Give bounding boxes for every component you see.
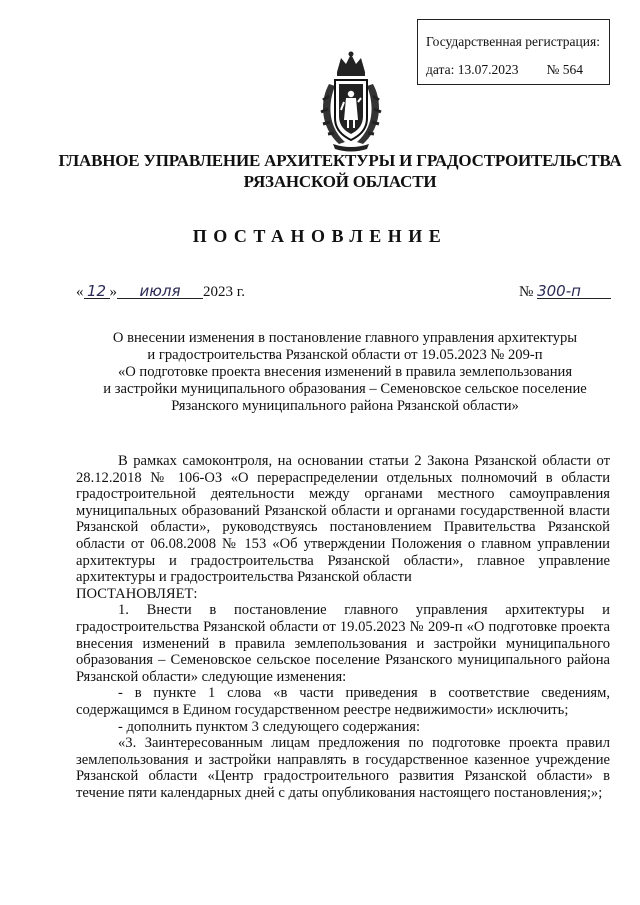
date-open-quote: « — [76, 284, 84, 300]
subject-line: и застройки муниципального образования – Семеновское сельское поселение — [103, 381, 587, 397]
registration-number: № 564 — [546, 62, 583, 77]
document-date — [76, 284, 245, 301]
date-year: 2023 г. — [203, 284, 245, 300]
body-paragraph-new-item-3: «3. Заинтересованным лицам предложения по подготовке проекта правил землепользования и застройки направлять в государственное казенное учреждение Рязанской области «Центр градостроительного развития Рязанской области» в течение пяти календарных дней с даты опубликования настоящего постановления;»; — [76, 735, 610, 801]
body-paragraph-item-1: 1. Внести в постановление главного управления архитектуры и градостроительства Рязанской области от 19.05.2023 № 209-п «О подготовке проекта внесения изменений в правила землепользования и застройки муниципального образования – Семеновское сельское поселение Рязанского муниципального района Рязанской области» следующие изменения: — [76, 602, 610, 685]
coat-of-arms-icon — [315, 50, 387, 154]
body-resolves: ПОСТАНОВЛЯЕТ: — [76, 585, 198, 602]
document-number — [519, 284, 611, 301]
subject-line: и градостроительства Рязанской области от 19.05.2023 № 209-п — [147, 347, 543, 363]
document-number-prefix: № — [519, 284, 534, 300]
organization-line-1: ГЛАВНОЕ УПРАВЛЕНИЕ АРХИТЕКТУРЫ И ГРАДОСТРОИТЕЛЬСТВА — [58, 151, 622, 170]
subject-line: «О подготовке проекта внесения изменений в правила землепользования — [117, 364, 573, 380]
body-paragraph-amendment-1: - в пункте 1 слова «в части приведения в соответствие сведениям, содержащимся в Едином государственном реестре недвижимости» исключить; — [76, 685, 610, 718]
document-type: ПОСТАНОВЛЕНИЕ — [192, 226, 448, 246]
document-number-value: 300-п — [537, 284, 611, 299]
organization-line-2: РЯЗАНСКОЙ ОБЛАСТИ — [243, 172, 437, 191]
date-day: 12 — [84, 284, 110, 299]
organization-name — [40, 150, 640, 192]
registration-stamp — [417, 19, 610, 85]
body-paragraph-amendment-2: - дополнить пунктом 3 следующего содержания: — [118, 718, 421, 735]
registration-title: Государственная регистрация: — [426, 34, 600, 49]
registration-date: дата: 13.07.2023 — [426, 62, 519, 77]
date-close-quote: » — [109, 284, 117, 300]
subject-line: Рязанского муниципального района Рязанской области» — [171, 398, 519, 414]
document-body — [76, 453, 610, 801]
document-subject — [80, 330, 610, 415]
body-paragraph-preamble: В рамках самоконтроля, на основании статьи 2 Закона Рязанской области от 28.12.2018 № 106-ОЗ «О перераспределении отдельных полномочий в области градостроительной деятельности между органами местного самоуправления муниципальных образований Рязанской области и органами государственной власти Рязанской области», руководствуясь постановлением Правительства Рязанской области от 06.08.2008 № 153 «Об утверждении Положения о главном управлении архитектуры и градостроительства Рязанской области», главное управление архитектуры и градостроительства Рязанской области — [76, 453, 610, 586]
date-month: июля — [117, 284, 203, 299]
subject-line: О внесении изменения в постановление главного управления архитектуры — [112, 330, 578, 346]
